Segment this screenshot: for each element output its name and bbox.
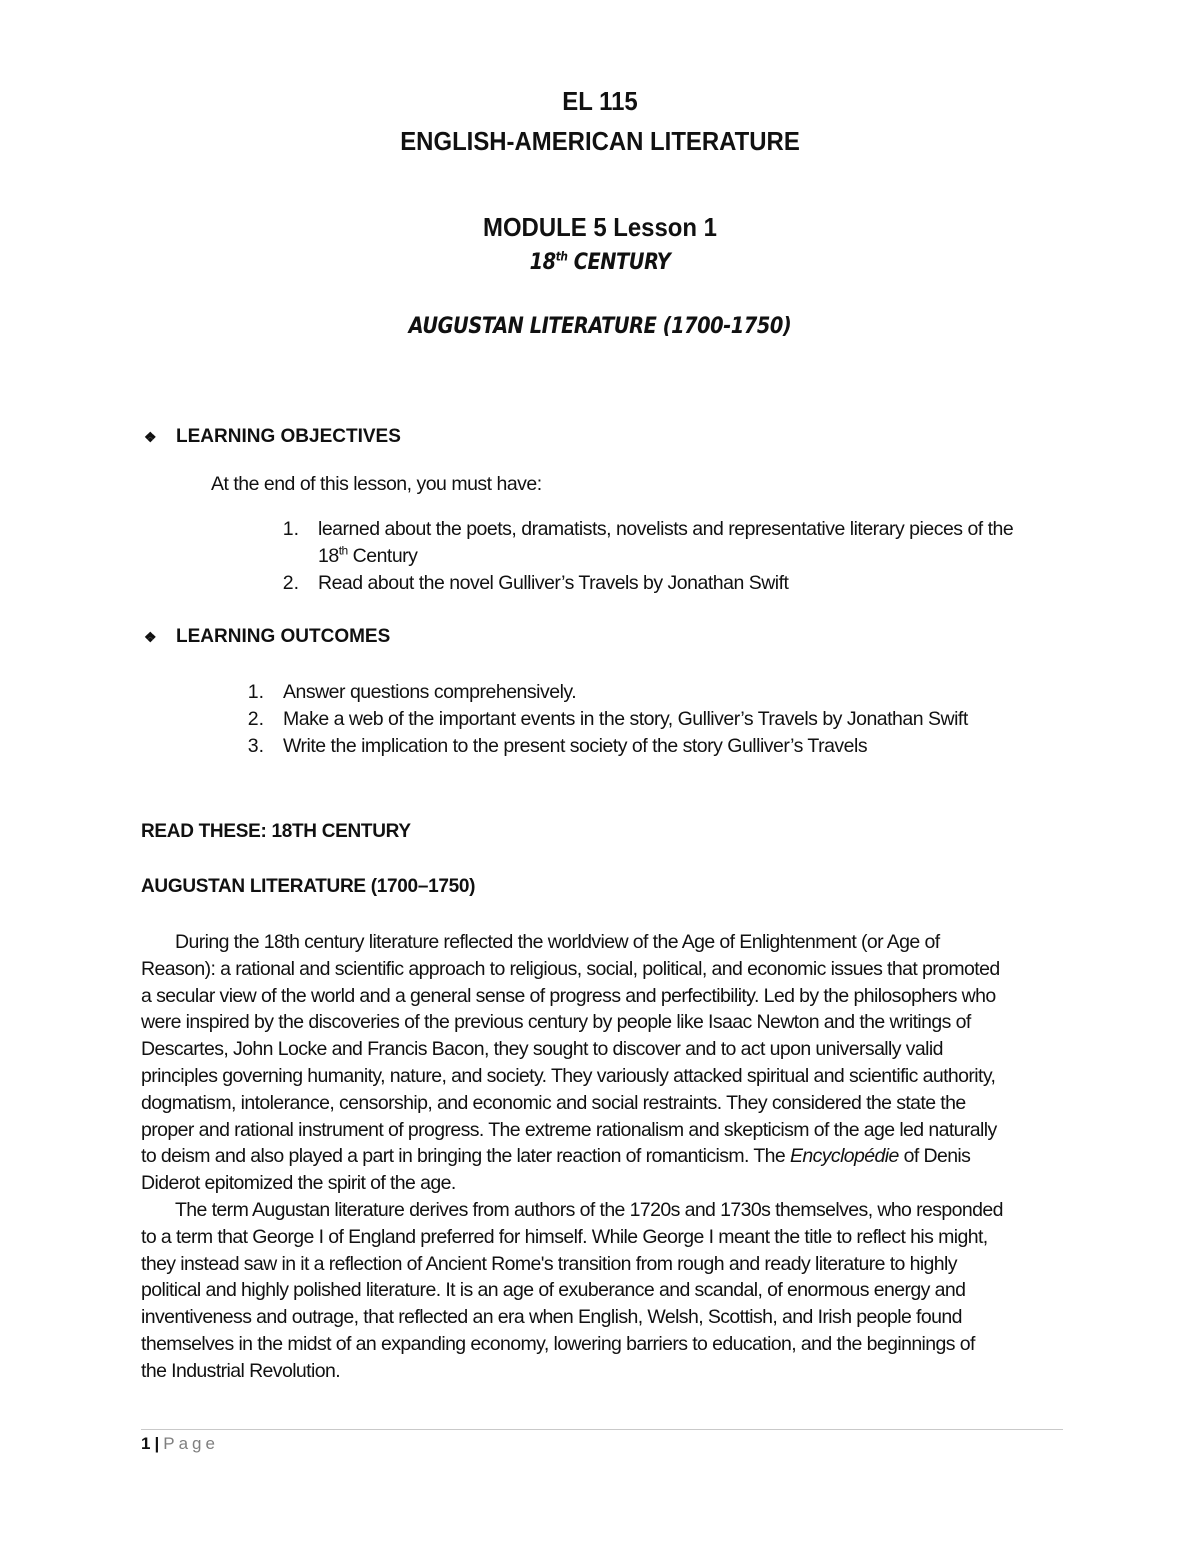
- paragraph-line: themselves in the midst of an expanding economy, lowering barriers to education, and the beginnings of: [141, 1332, 975, 1355]
- paragraph-line: proper and rational instrument of progress. The extreme rationalism and skepticism of the age led naturally: [141, 1118, 997, 1141]
- paragraph-line: to a term that George I of England preferred for himself. While George I meant the title to reflect his might,: [141, 1225, 988, 1248]
- list-item-continuation: 18th Century: [318, 543, 418, 567]
- list-number: 3.: [247, 735, 264, 757]
- paragraph-line: the Industrial Revolution.: [141, 1359, 341, 1382]
- objectives-intro: At the end of this lesson, you must have:: [211, 473, 542, 495]
- paragraph-line: inventiveness and outrage, that reflected an era when English, Welsh, Scottish, and Irish people found: [141, 1306, 962, 1329]
- century-subtitle: 18th CENTURY: [529, 249, 671, 275]
- page-label: Page: [163, 1434, 219, 1453]
- read-these-heading: READ THESE: 18TH CENTURY: [141, 821, 411, 842]
- list-number: 2.: [247, 708, 264, 730]
- learning-objectives-heading: ❖ LEARNING OBJECTIVES: [144, 426, 401, 447]
- paragraph-line: Descartes, John Locke and Francis Bacon, they sought to discover and to act upon universally valid: [141, 1038, 943, 1061]
- paragraph-line: they instead saw in it a reflection of Ancient Rome's transition from rough and ready literature to highly: [141, 1252, 957, 1275]
- course-code: EL 115: [562, 86, 638, 116]
- module-title: MODULE 5 Lesson 1: [483, 212, 717, 242]
- footer-divider: [141, 1429, 1063, 1430]
- course-title: ENGLISH-AMERICAN LITERATURE: [400, 126, 800, 156]
- paragraph-line: to deism and also played a part in bringing the later reaction of romanticism. The Encyclopédie of Denis: [141, 1145, 971, 1168]
- learning-outcomes-heading: ❖ LEARNING OUTCOMES: [144, 626, 391, 647]
- diamond-bullet-icon: ❖: [144, 428, 157, 445]
- paragraph-line: were inspired by the discoveries of the previous century by people like Isaac Newton and the writings of: [141, 1011, 971, 1034]
- paragraph-line: During the 18th century literature reflected the worldview of the Age of Enlightenment (or Age of: [175, 931, 940, 953]
- period-subtitle: AUGUSTAN LITERATURE (1700-1750): [408, 314, 792, 339]
- paragraph-line: The term Augustan literature derives from authors of the 1720s and 1730s themselves, who responded: [175, 1198, 1003, 1221]
- encyclopedie-title: Encyclopédie: [789, 1145, 899, 1168]
- list-item: Answer questions comprehensively.: [283, 681, 577, 703]
- list-item: Write the implication to the present society of the story Gulliver’s Travels: [283, 735, 868, 757]
- list-number: 2.: [282, 572, 299, 594]
- list-number: 1.: [247, 681, 264, 703]
- list-item: Make a web of the important events in the story, Gulliver’s Travels by Jonathan Swift: [283, 708, 968, 730]
- paragraph-line: principles governing humanity, nature, and society. They variously attacked spiritual and scientific authority,: [141, 1064, 996, 1087]
- paragraph-1: [141, 929, 1071, 1385]
- diamond-bullet-icon: ❖: [144, 628, 157, 645]
- paragraph-line: Diderot epitomized the spirit of the age.: [141, 1172, 456, 1195]
- list-number: 1.: [282, 518, 299, 540]
- list-item: learned about the poets, dramatists, novelists and representative literary pieces of the: [318, 518, 1014, 540]
- section-title: AUGUSTAN LITERATURE (1700–1750): [141, 876, 476, 897]
- paragraph-line: dogmatism, intolerance, censorship, and economic and social restraints. They considered the state the: [141, 1091, 966, 1114]
- footer-separator: |: [154, 1434, 160, 1453]
- paragraph-line: political and highly polished literature. It is an age of exuberance and scandal, of enormous energy and: [141, 1279, 966, 1302]
- page-number: 1: [141, 1434, 151, 1453]
- page-footer: [141, 1434, 219, 1454]
- list-item: Read about the novel Gulliver’s Travels by Jonathan Swift: [318, 572, 789, 594]
- paragraph-line: a secular view of the world and a general sense of progress and perfectibility. Led by the philosophers who: [141, 984, 996, 1007]
- paragraph-line: Reason): a rational and scientific approach to religious, social, political, and economic issues that promoted: [141, 957, 1000, 980]
